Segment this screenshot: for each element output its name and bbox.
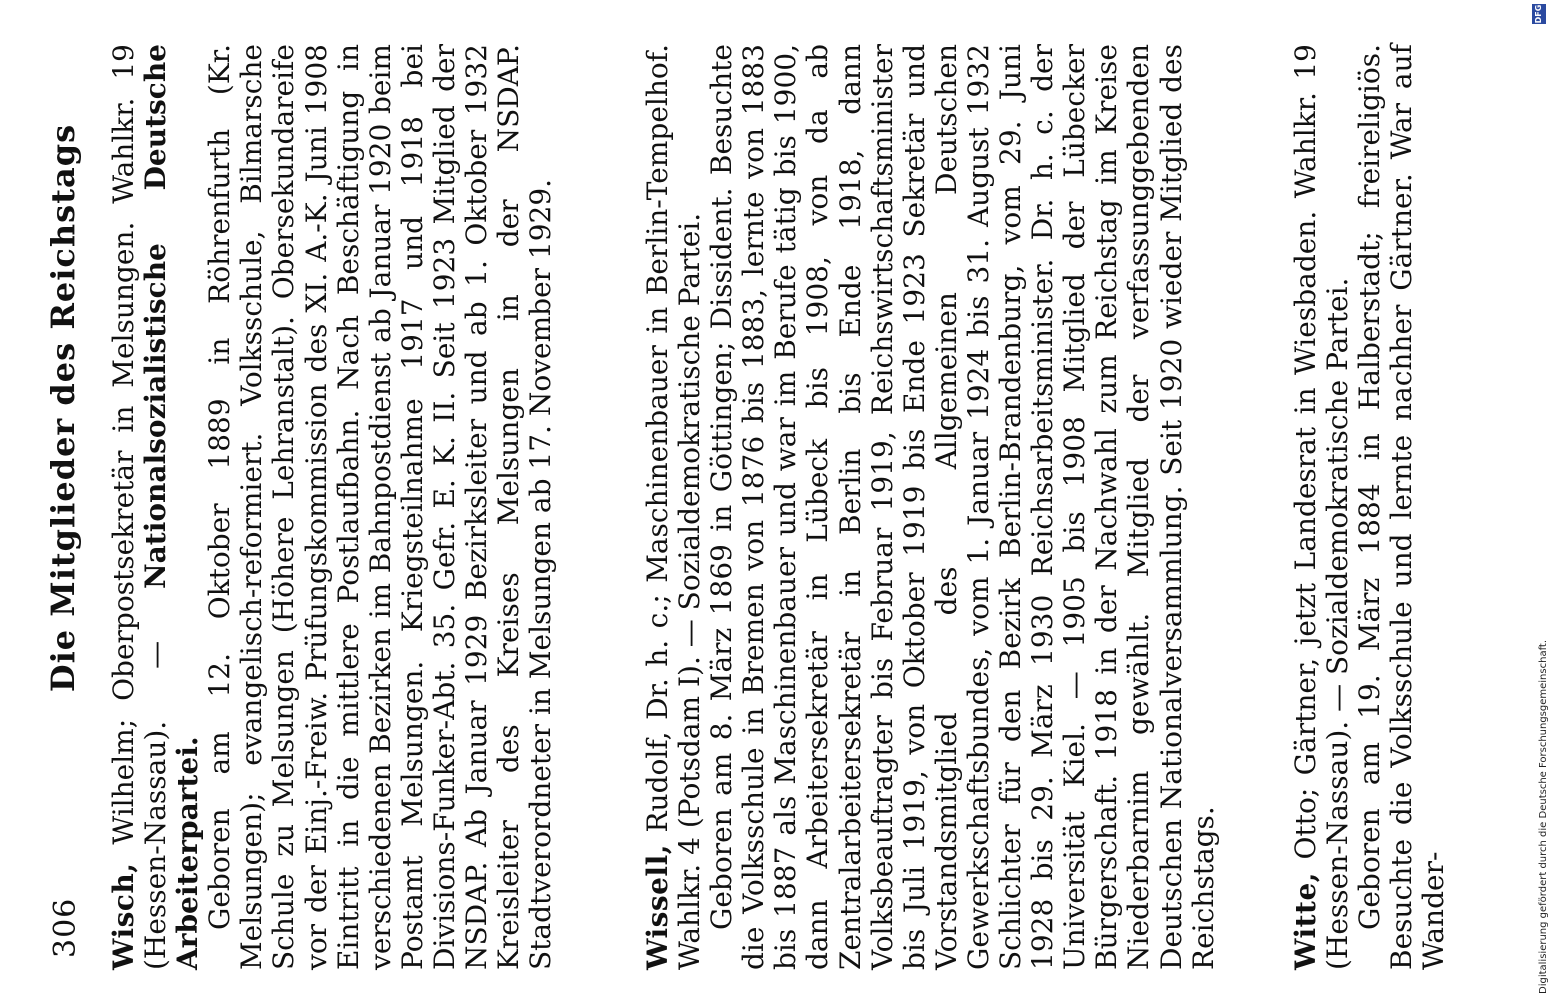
- page-title: Die Mitglieder des Reichstags: [44, 123, 82, 693]
- member-intro: Wilhelm; Oberpostsekretär in Melsungen. Wahlkr. 19 (Hessen-Nassau). —: [107, 44, 173, 970]
- digitization-note: Digitalisierung gefördert durch die Deutsche Forschungsgemeinschaft.: [1538, 639, 1549, 994]
- member-name: Wissell,: [641, 844, 674, 970]
- digitization-footer: [1530, 0, 1553, 1000]
- member-entry-witte: [1290, 44, 1450, 970]
- member-name: Witte,: [1289, 871, 1322, 970]
- dfg-logo-icon: DFG: [1532, 4, 1546, 24]
- page-number: 306: [48, 897, 83, 958]
- member-intro: Otto; Gärtner, jetzt Landesrat in Wiesbaden. Wahlkr. 19 (Hessen-Nassau). — Sozialdemokratische Partei.: [1289, 44, 1355, 970]
- member-name: Wisch,: [107, 862, 140, 970]
- member-biography: Geboren am 19. März 1884 in Halberstadt; freireligiös. Besuchte die Volksschule und lernte nachher Gärtner. War auf Wander-: [1353, 44, 1451, 970]
- member-intro: Rudolf, Dr. h. c.; Maschinenbauer in Berlin-Tempelhof. Wahlkr. 4 (Potsdam I). — Sozialdemokratische Partei.: [641, 44, 707, 970]
- entry-heading: [1290, 44, 1354, 970]
- member-party: Nationalsozialistische Deutsche Arbeiterpartei.: [139, 44, 205, 970]
- member-biography: Geboren am 12. Oktober 1889 in Röhrenfurth (Kr. Melsungen); evangelisch-reformiert. Volksschule, Bilmarsche Schule zu Melsungen (Höhere Lehranstalt). Obersekundareife vor der Einj.-Freiw. Prüfungskommission des XI. A.-K. Juni 1908 Eintritt in die mittlere Postlaufbahn. Nach Beschäftigung in verschiedenen Bezirken im Bahnpostdienst ab Januar 1920 beim Postamt Melsungen. Kriegsteilnahme 1917 und 1918 bei Divisions-Funker-Abt. 35. Gefr. E. K. II. Seit 1923 Mitglied der NSDAP. Ab Januar 1929 Bezirksleiter und ab 1. Oktober 1932 Kreisleiter des Kreises Melsungen in der NSDAP. Stadtverordneter in Melsungen ab 17. November 1929.: [203, 44, 558, 970]
- running-head: [44, 58, 84, 958]
- entry-heading: [642, 44, 706, 970]
- member-entry-wissell: [642, 44, 1220, 970]
- member-biography: Geboren am 8. März 1869 in Göttingen; Dissident. Besuchte die Volksschule in Bremen von 1876 bis 1883, lernte von 1883 bis 1887 als Maschinenbauer und war im Berufe tätig bis 1900, dann Arbeitersekretär in Lübeck bis 1908, von da ab Zentralarbeitersekretär in Berlin bis Ende 1918, dann Volksbeauftragter bis Februar 1919, Reichswirtschaftsminister bis Juli 1919, von Oktober 1919 bis Ende 1923 Sekretär und Vorstandsmitglied des Allgemeinen Deutschen Gewerkschaftsbundes, vom 1. Januar 1924 bis 31. August 1932 Schlichter für den Bezirk Berlin-Brandenburg, vom 29. Juni 1928 bis 29. März 1930 Reichsarbeitsminister. Dr. h. c. der Universität Kiel. — 1905 bis 1908 Mitglied der Lübecker Bürgerschaft. 1918 in der Nachwahl zum Reichstag im Kreise Niederbarnim gewählt. Mitglied der verfassunggebenden Deutschen Nationalversammlung. Seit 1920 wieder Mitglied des Reichstags.: [705, 44, 1220, 970]
- entry-heading: [108, 44, 204, 970]
- member-entry-wisch: [108, 44, 557, 970]
